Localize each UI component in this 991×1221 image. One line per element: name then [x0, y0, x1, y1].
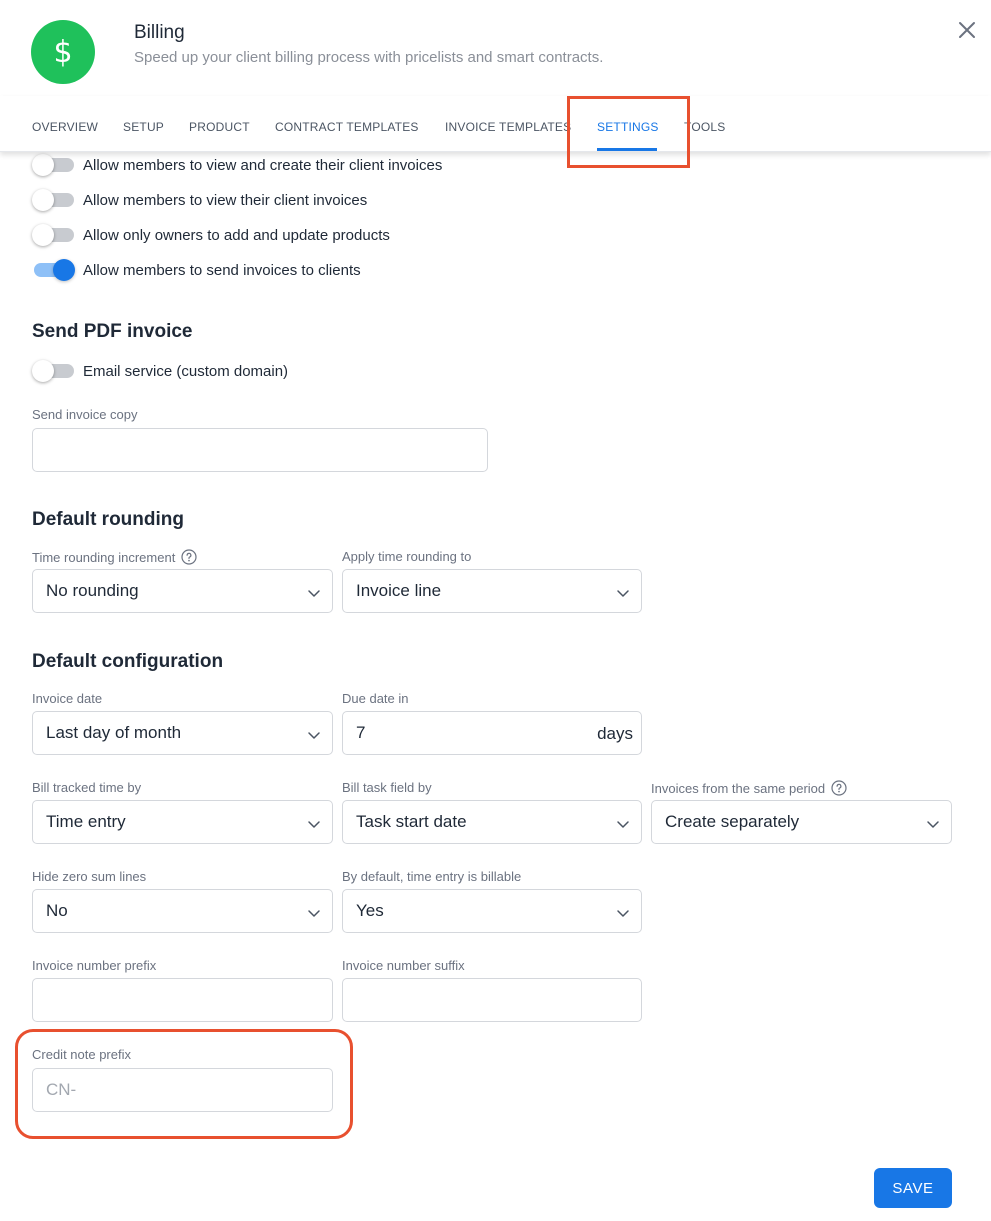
due-date-label: Due date in: [342, 691, 409, 706]
field-label-text: Time rounding increment: [32, 549, 176, 565]
toggle-label: Email service (custom domain): [83, 362, 289, 380]
active-tab-indicator: [597, 148, 657, 151]
permission-row: [32, 224, 390, 246]
bill-tracked-time-label: Bill tracked time by: [32, 780, 142, 795]
tab-bar: [0, 96, 991, 152]
tab-contract-templates[interactable]: CONTRACT TEMPLATES: [275, 120, 419, 134]
hide-zero-sum-select[interactable]: [32, 889, 333, 933]
select-value: Task start date: [356, 812, 467, 831]
credit-note-prefix-input[interactable]: [32, 1068, 333, 1112]
chevron-down-icon: [307, 817, 321, 831]
dollar-icon: $: [53, 34, 73, 70]
save-button[interactable]: SAVE: [874, 1168, 952, 1208]
page-title: Billing: [134, 22, 185, 43]
field-label-text: Invoices from the same period: [651, 780, 826, 796]
toggle-label: Allow members to view and create their client invoices: [83, 156, 443, 174]
due-date-value: 7: [356, 723, 366, 742]
same-period-label: [651, 780, 847, 796]
bill-task-field-select[interactable]: [342, 800, 642, 844]
invoice-number-suffix-input[interactable]: [342, 978, 642, 1022]
permission-row: [32, 154, 442, 176]
billable-default-select[interactable]: [342, 889, 642, 933]
tab-product[interactable]: PRODUCT: [189, 120, 250, 134]
select-value: No: [46, 901, 68, 920]
bill-task-field-label: Bill task field by: [342, 780, 432, 795]
apply-time-rounding-label: Apply time rounding to: [342, 549, 472, 564]
bill-tracked-time-select[interactable]: [32, 800, 333, 844]
close-icon[interactable]: [955, 18, 979, 42]
section-title-default-configuration: Default configuration: [32, 651, 224, 672]
tab-invoice-templates[interactable]: INVOICE TEMPLATES: [445, 120, 572, 134]
due-date-suffix: days: [597, 724, 633, 743]
same-period-select[interactable]: [651, 800, 952, 844]
permission-row: [32, 189, 367, 211]
select-value: No rounding: [46, 581, 139, 600]
toggle-switch[interactable]: [32, 259, 75, 281]
tab-setup[interactable]: SETUP: [123, 120, 165, 134]
chevron-down-icon: [307, 906, 321, 920]
toggle-switch[interactable]: [32, 224, 75, 246]
page-subtitle: Speed up your client billing process with pricelists and smart contracts.: [134, 49, 604, 66]
invoice-date-select[interactable]: [32, 711, 333, 755]
tab-tools[interactable]: TOOLS: [684, 120, 726, 134]
invoice-number-prefix-input[interactable]: [32, 978, 333, 1022]
chevron-down-icon: [616, 586, 630, 600]
email-service-toggle[interactable]: [32, 360, 75, 382]
section-title-send-pdf: Send PDF invoice: [32, 321, 193, 342]
permission-row: [32, 259, 361, 281]
chevron-down-icon: [926, 817, 940, 831]
billing-app-icon: [31, 20, 95, 84]
toggle-label: Allow members to view their client invoices: [83, 191, 368, 209]
invoice-number-prefix-label: Invoice number prefix: [32, 958, 157, 973]
tab-overview[interactable]: OVERVIEW: [32, 120, 99, 134]
apply-time-rounding-select[interactable]: [342, 569, 642, 613]
send-invoice-copy-label: Send invoice copy: [32, 407, 138, 422]
chevron-down-icon: [616, 817, 630, 831]
select-value: Invoice line: [356, 581, 442, 600]
toggle-label: Allow only owners to add and update products: [83, 226, 390, 244]
credit-note-prefix-label: Credit note prefix: [32, 1047, 131, 1062]
billable-default-label: By default, time entry is billable: [342, 869, 522, 884]
hide-zero-sum-label: Hide zero sum lines: [32, 869, 147, 884]
section-title-default-rounding: Default rounding: [32, 509, 184, 530]
select-value: Last day of month: [46, 723, 182, 742]
select-value: Create separately: [665, 812, 800, 831]
invoice-date-label: Invoice date: [32, 691, 103, 706]
select-value: Yes: [356, 901, 384, 920]
toggle-label: Allow members to send invoices to clients: [83, 261, 361, 279]
email-service-row: [32, 360, 288, 382]
chevron-down-icon: [307, 586, 321, 600]
help-icon[interactable]: [181, 549, 197, 565]
toggle-switch[interactable]: [32, 154, 75, 176]
time-rounding-increment-select[interactable]: [32, 569, 333, 613]
chevron-down-icon: [307, 728, 321, 742]
chevron-down-icon: [616, 906, 630, 920]
time-rounding-increment-label: [32, 549, 197, 565]
tab-settings[interactable]: SETTINGS: [597, 120, 659, 134]
due-date-input[interactable]: [342, 711, 642, 755]
help-icon[interactable]: [831, 780, 847, 796]
send-invoice-copy-input[interactable]: [32, 428, 488, 472]
invoice-number-suffix-label: Invoice number suffix: [342, 958, 465, 973]
select-value: Time entry: [46, 812, 126, 831]
toggle-switch[interactable]: [32, 189, 75, 211]
